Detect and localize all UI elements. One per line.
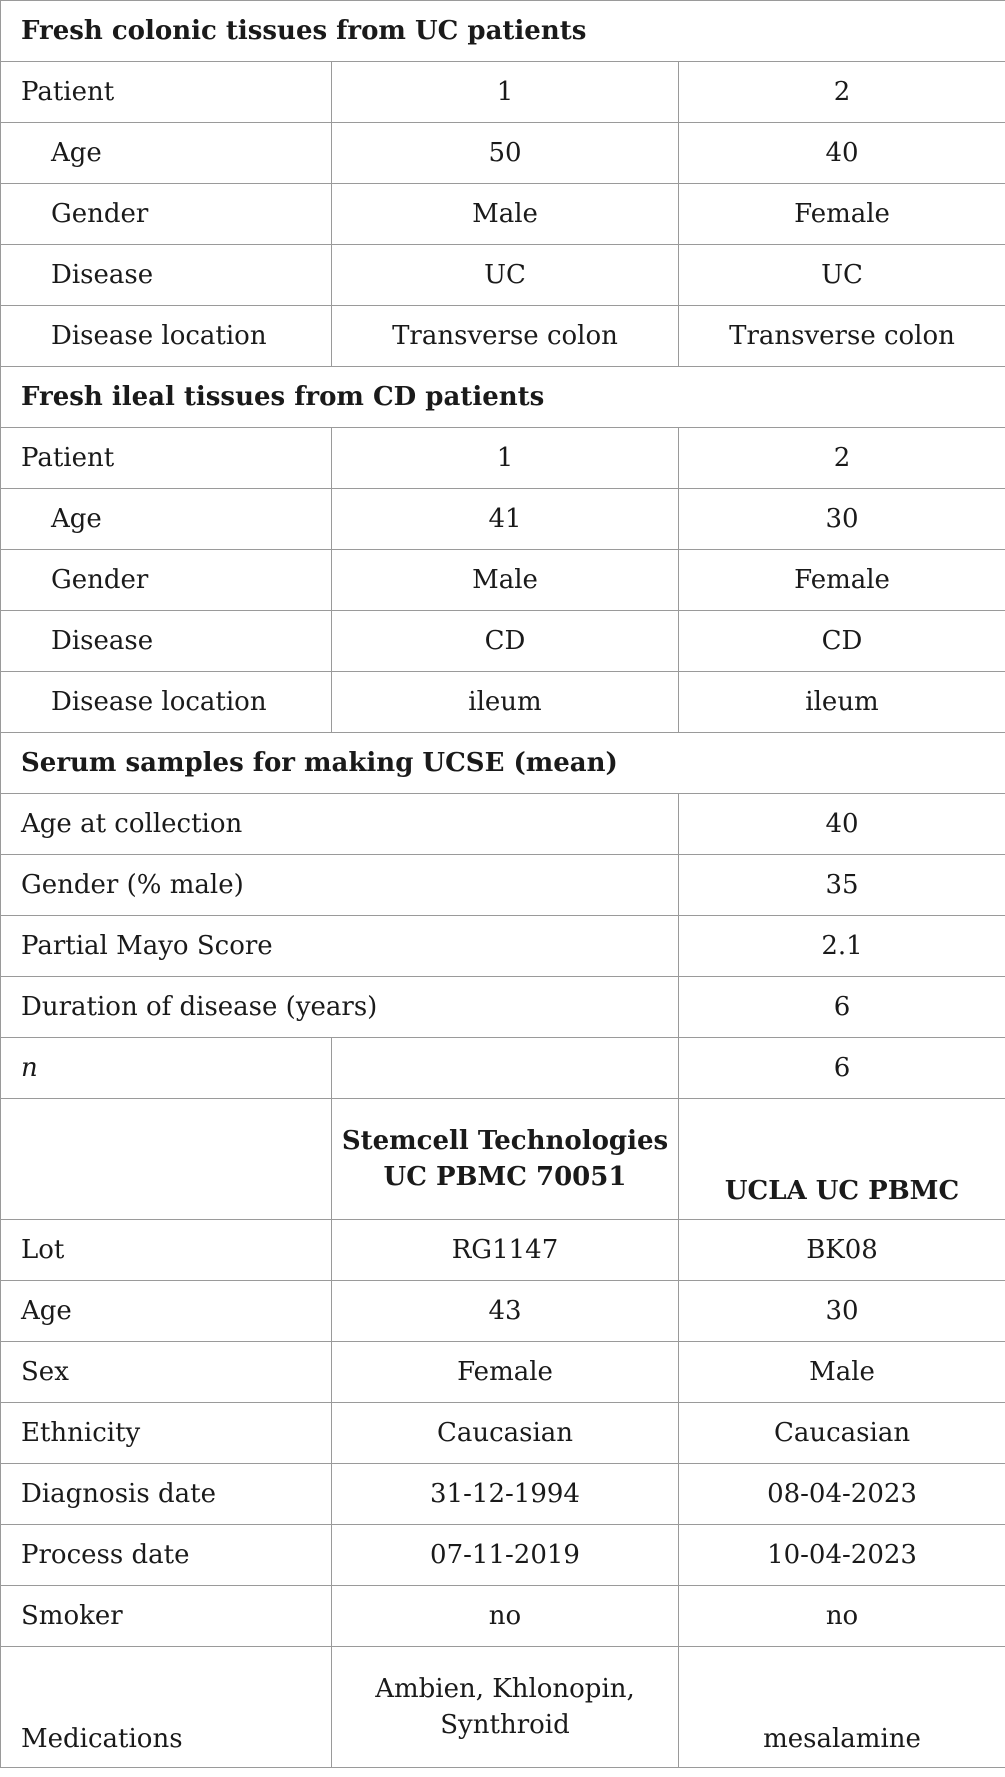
cell-ucla: Male (679, 1342, 1005, 1403)
row-label: Partial Mayo Score (1, 916, 679, 977)
empty-cell (332, 1038, 679, 1099)
table-row (1, 123, 1005, 184)
cell-patient-1: Transverse colon (332, 306, 679, 367)
section-title-uc: Fresh colonic tissues from UC patients (1, 1, 1005, 62)
table-row (1, 306, 1005, 367)
cell-stemcell: RG1147 (332, 1220, 679, 1281)
table-row (1, 611, 1005, 672)
cell-patient-1: Male (332, 550, 679, 611)
row-label: n (1, 1038, 332, 1099)
table-row (1, 916, 1005, 977)
cell-patient-1: UC (332, 245, 679, 306)
pbmc-header-row (1, 1099, 1005, 1220)
cell-patient-1: 1 (332, 62, 679, 123)
table-row (1, 1403, 1005, 1464)
row-label: Duration of disease (years) (1, 977, 679, 1038)
row-label: Process date (1, 1525, 332, 1586)
section-header-row (1, 367, 1005, 428)
row-label: Patient (1, 428, 332, 489)
row-label: Gender (% male) (1, 855, 679, 916)
section-header-row (1, 733, 1005, 794)
table-row (1, 855, 1005, 916)
table-row (1, 1647, 1005, 1768)
table-row (1, 428, 1005, 489)
column-header-ucla: UCLA UC PBMC (679, 1099, 1005, 1220)
row-label: Ethnicity (1, 1403, 332, 1464)
cell-stemcell: Female (332, 1342, 679, 1403)
row-label: Patient (1, 62, 332, 123)
cell-patient-2: 2 (679, 428, 1005, 489)
table-row (1, 1525, 1005, 1586)
cell-stemcell: 31-12-1994 (332, 1464, 679, 1525)
column-header-stemcell (332, 1099, 679, 1220)
cell-patient-1: 50 (332, 123, 679, 184)
row-label: Disease (1, 245, 332, 306)
table-row (1, 245, 1005, 306)
table-row (1, 672, 1005, 733)
cell-ucla: BK08 (679, 1220, 1005, 1281)
cell-stemcell (332, 1647, 679, 1768)
cell-value: 6 (679, 977, 1005, 1038)
table-row (1, 1586, 1005, 1647)
medication-line: Synthroid (440, 1710, 570, 1740)
table-row (1, 489, 1005, 550)
row-label: Gender (1, 550, 332, 611)
cell-ucla: 08-04-2023 (679, 1464, 1005, 1525)
row-label: Disease location (1, 672, 332, 733)
row-label: Age (1, 489, 332, 550)
cell-value: 35 (679, 855, 1005, 916)
cell-ucla: 10-04-2023 (679, 1525, 1005, 1586)
cell-patient-2: 30 (679, 489, 1005, 550)
cell-ucla: 30 (679, 1281, 1005, 1342)
row-label: Medications (1, 1647, 332, 1768)
cell-stemcell: no (332, 1586, 679, 1647)
table-row (1, 794, 1005, 855)
section-title-cd: Fresh ileal tissues from CD patients (1, 367, 1005, 428)
column-header-line: UC PBMC 70051 (383, 1162, 627, 1192)
cell-patient-2: Female (679, 184, 1005, 245)
section-header-row (1, 1, 1005, 62)
table-row (1, 1038, 1005, 1099)
cell-patient-1: 1 (332, 428, 679, 489)
cell-patient-2: Transverse colon (679, 306, 1005, 367)
row-label: Diagnosis date (1, 1464, 332, 1525)
table-row (1, 1342, 1005, 1403)
cell-stemcell: 07-11-2019 (332, 1525, 679, 1586)
cell-patient-2: CD (679, 611, 1005, 672)
table-row (1, 1220, 1005, 1281)
row-label: Age at collection (1, 794, 679, 855)
cell-patient-1: 41 (332, 489, 679, 550)
empty-cell (1, 1099, 332, 1220)
table-row (1, 550, 1005, 611)
table-row (1, 1281, 1005, 1342)
row-label: Disease (1, 611, 332, 672)
row-label: Gender (1, 184, 332, 245)
table-row (1, 1464, 1005, 1525)
cell-patient-1: Male (332, 184, 679, 245)
row-label: Age (1, 123, 332, 184)
cell-patient-2: 40 (679, 123, 1005, 184)
cell-patient-1: ileum (332, 672, 679, 733)
cell-value: 6 (679, 1038, 1005, 1099)
row-label: Disease location (1, 306, 332, 367)
cell-value: 40 (679, 794, 1005, 855)
cell-stemcell: 43 (332, 1281, 679, 1342)
cell-patient-2: UC (679, 245, 1005, 306)
cell-ucla: no (679, 1586, 1005, 1647)
cell-ucla: Caucasian (679, 1403, 1005, 1464)
cell-patient-1: CD (332, 611, 679, 672)
cell-stemcell: Caucasian (332, 1403, 679, 1464)
cell-ucla: mesalamine (679, 1647, 1005, 1768)
table-row (1, 977, 1005, 1038)
cell-patient-2: ileum (679, 672, 1005, 733)
cell-value: 2.1 (679, 916, 1005, 977)
table-row (1, 184, 1005, 245)
section-title-serum: Serum samples for making UCSE (mean) (1, 733, 1005, 794)
row-label: Smoker (1, 1586, 332, 1647)
row-label: Lot (1, 1220, 332, 1281)
column-header-line: Stemcell Technologies (341, 1126, 669, 1156)
table-row (1, 62, 1005, 123)
medication-line: Ambien, Khlonopin, (375, 1674, 635, 1704)
cell-patient-2: 2 (679, 62, 1005, 123)
row-label: Sex (1, 1342, 332, 1403)
row-label: Age (1, 1281, 332, 1342)
cell-patient-2: Female (679, 550, 1005, 611)
